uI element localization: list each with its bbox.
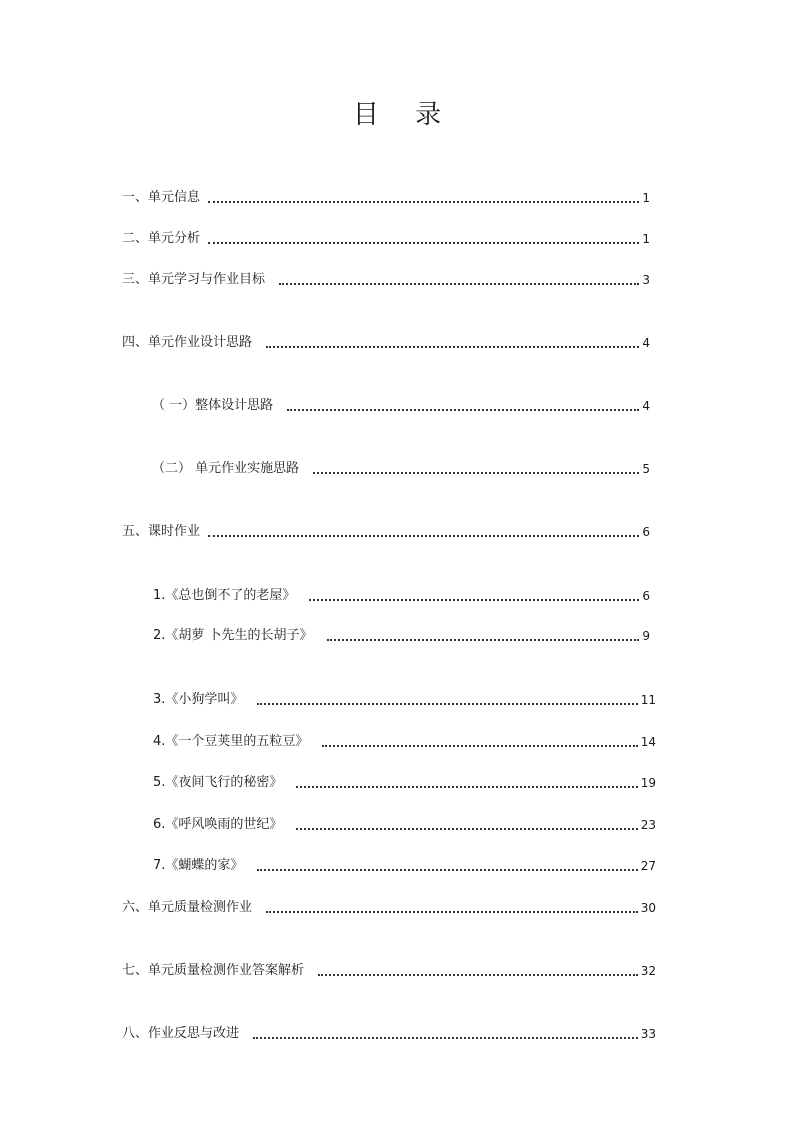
toc-entry-10[interactable] — [153, 690, 656, 710]
toc-leader-dots — [266, 910, 638, 913]
toc-entry-label: （二） 单元作业实施思路 — [152, 461, 300, 476]
toc-leader-dots — [313, 471, 639, 474]
toc-entry-8[interactable] — [153, 586, 650, 606]
toc-entry-page: 32 — [640, 964, 656, 978]
toc-entry-page: 14 — [640, 735, 656, 749]
toc-leader-dots — [257, 868, 637, 871]
toc-entry-label: 6.《呼风唤雨的世纪》 — [153, 817, 283, 832]
toc-entry-14[interactable] — [153, 856, 656, 876]
toc-entry-page: 4 — [642, 336, 650, 350]
toc-entry-page: 27 — [640, 859, 656, 873]
toc-entry-label: 三、单元学习与作业目标 — [122, 272, 266, 287]
toc-entry-16[interactable] — [122, 961, 656, 981]
page-title: 目 录 — [352, 100, 456, 130]
toc-entry-3[interactable] — [122, 270, 650, 290]
toc-entry-label: 六、单元质量检测作业 — [122, 900, 253, 915]
toc-entry-page: 11 — [640, 693, 656, 707]
toc-entry-12[interactable] — [153, 773, 656, 793]
toc-entry-label: 二、单元分析 — [122, 231, 201, 246]
toc-leader-dots — [208, 200, 639, 203]
toc-entry-page: 4 — [642, 399, 650, 413]
toc-leader-dots — [322, 744, 637, 747]
toc-leader-dots — [327, 638, 640, 641]
toc-entry-page: 1 — [642, 191, 650, 205]
toc-entry-label: 1.《总也倒不了的老屋》 — [153, 588, 296, 603]
toc-entry-15[interactable] — [122, 898, 656, 918]
toc-entry-page: 9 — [642, 629, 650, 643]
toc-entry-page: 30 — [640, 901, 656, 915]
toc-leader-dots — [296, 785, 637, 788]
toc-entry-label: 八、作业反思与改进 — [122, 1026, 240, 1041]
toc-entry-page: 19 — [640, 776, 656, 790]
toc-entry-label: 四、单元作业设计思路 — [122, 335, 253, 350]
toc-entry-page: 6 — [642, 525, 650, 539]
toc-entry-17[interactable] — [122, 1024, 656, 1044]
toc-entry-11[interactable] — [153, 732, 656, 752]
toc-entry-5[interactable] — [152, 396, 650, 416]
toc-entry-1[interactable] — [122, 188, 650, 208]
toc-leader-dots — [296, 827, 637, 830]
toc-leader-dots — [318, 973, 638, 976]
toc-leader-dots — [257, 702, 637, 705]
toc-entry-6[interactable] — [152, 459, 650, 479]
toc-entry-page: 33 — [640, 1027, 656, 1041]
toc-leader-dots — [253, 1036, 638, 1039]
toc-entry-label: （ 一）整体设计思路 — [152, 398, 274, 413]
toc-entry-page: 23 — [640, 818, 656, 832]
toc-entry-13[interactable] — [153, 815, 656, 835]
toc-entry-label: 5.《夜间飞行的秘密》 — [153, 775, 283, 790]
toc-entry-label: 7.《蝴蝶的家》 — [153, 858, 244, 873]
toc-leader-dots — [266, 345, 639, 348]
toc-entry-page: 5 — [642, 462, 650, 476]
toc-entry-page: 3 — [642, 273, 650, 287]
toc-entry-label: 七、单元质量检测作业答案解析 — [122, 963, 305, 978]
toc-entry-page: 6 — [642, 589, 650, 603]
toc-entry-4[interactable] — [122, 333, 650, 353]
toc-leader-dots — [279, 282, 639, 285]
toc-entry-label: 4.《一个豆荚里的五粒豆》 — [153, 734, 309, 749]
toc-leader-dots — [287, 408, 639, 411]
toc-entry-2[interactable] — [122, 229, 650, 249]
toc-entry-label: 3.《小狗学叫》 — [153, 692, 244, 707]
toc-entry-label: 2.《胡萝 卜先生的长胡子》 — [153, 628, 313, 643]
toc-entry-9[interactable] — [153, 626, 650, 646]
toc-leader-dots — [208, 534, 639, 537]
toc-entry-page: 1 — [642, 232, 650, 246]
toc-entry-7[interactable] — [122, 522, 650, 542]
toc-leader-dots — [309, 598, 639, 601]
toc-leader-dots — [208, 241, 639, 244]
toc-entry-label: 五、课时作业 — [122, 524, 201, 539]
toc-entry-label: 一、单元信息 — [122, 190, 201, 205]
